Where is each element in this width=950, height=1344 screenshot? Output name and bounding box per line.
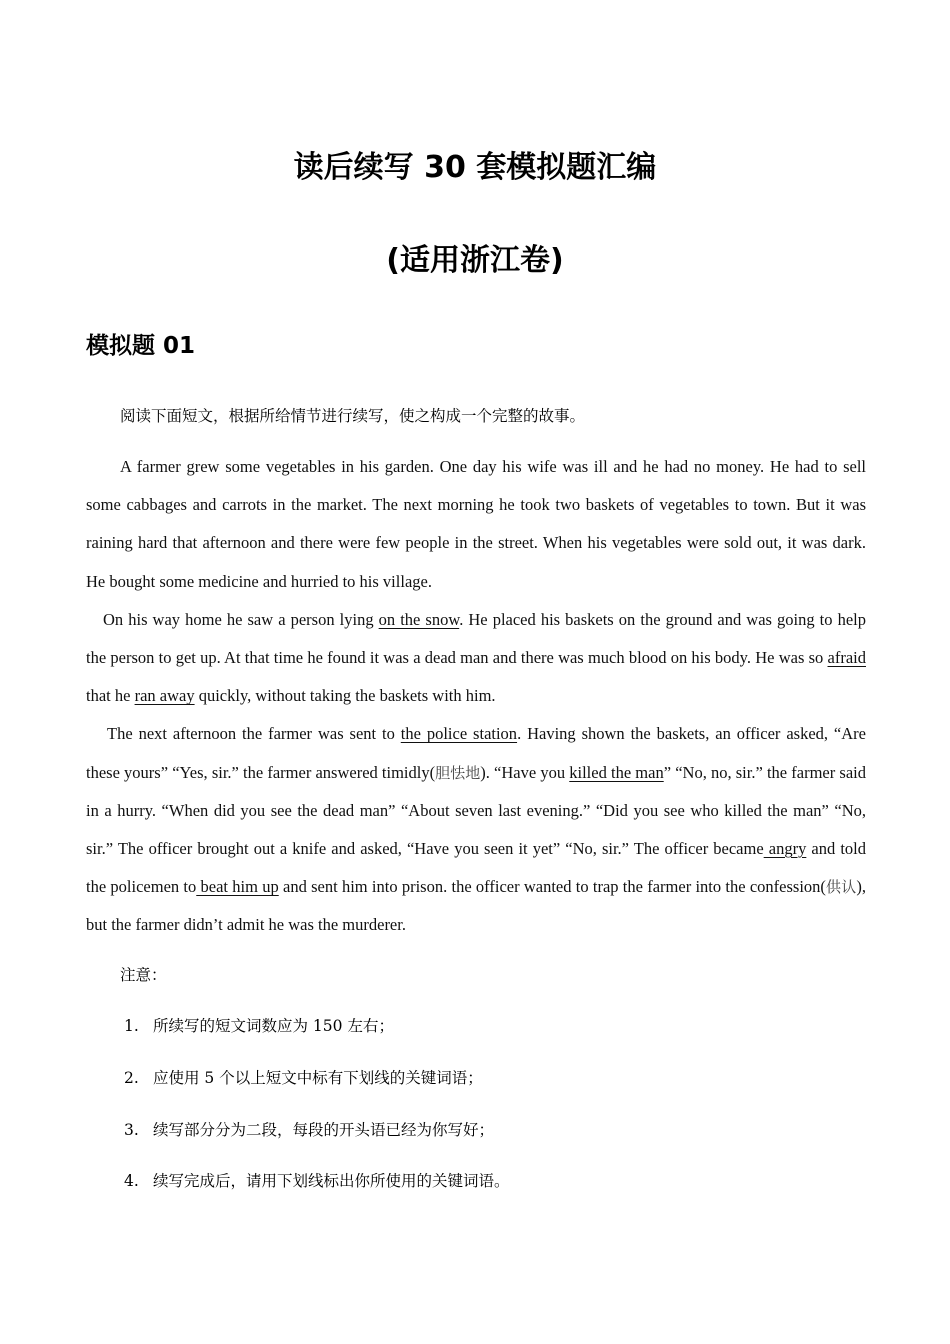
text-run: . He placed his baskets on the ground and was going to help the person to get up. At that time he found it was a dead man and there was much blood on his body. He was so: [86, 609, 866, 668]
key-phrase: killed the man: [569, 762, 664, 782]
key-phrase: on the snow: [378, 609, 460, 629]
note-number: 3.: [124, 1121, 139, 1139]
note-text: 续写部分分为二段，每段的开头语已经为你写好；: [153, 1121, 495, 1139]
story-paragraph-3: [86, 715, 866, 944]
text-run: ), but the farmer didn’t admit he was the murderer.: [86, 877, 866, 935]
text-run: that he: [86, 686, 135, 706]
text-run: The next afternoon the farmer was sent to: [107, 724, 401, 744]
chinese-gloss: 供认: [825, 878, 857, 897]
note-number: 1.: [124, 1017, 139, 1035]
text-run: . Having shown the baskets, an officer asked, “Are these yours” “Yes, sir.” the farmer answered timidly(: [86, 724, 866, 782]
note-text: 所续写的短文词数应为 150 左右；: [153, 1017, 394, 1035]
story-paragraph-2: [86, 601, 866, 716]
key-phrase: the police station: [400, 724, 518, 744]
text-run: and sent him into prison. the officer wanted to trap the farmer into the confession(: [278, 877, 826, 897]
text-run: and told the policemen to: [86, 839, 866, 897]
note-item: [124, 1118, 494, 1140]
text-run: ). “Have you: [480, 762, 570, 782]
note-number: 4.: [124, 1172, 139, 1190]
key-phrase: ran away: [134, 686, 195, 706]
chinese-gloss: 胆怯地: [435, 763, 481, 782]
key-phrase: afraid: [827, 648, 866, 668]
note-item: [124, 1169, 510, 1191]
note-item: [124, 1014, 394, 1036]
story-paragraph-1: A farmer grew some vegetables in his garden. One day his wife was ill and he had no money. He had to sell some cabbages and carrots in the market. The next morning he took two baskets of vegetables to town. But it was raining hard that afternoon and there were few people in the street. When his vegetables were sold out, it was dark. He bought some medicine and hurried to his village.: [86, 457, 866, 591]
key-phrase: angry: [763, 839, 807, 859]
note-text: 应使用 5 个以上短文中标有下划线的关键词语；: [153, 1069, 483, 1087]
note-item: [124, 1066, 483, 1088]
notes-heading: 注意：: [120, 966, 167, 984]
key-phrase: beat him up: [196, 877, 279, 897]
note-text: 续写完成后，请用下划线标出你所使用的关键词语。: [153, 1172, 510, 1190]
text-run: On his way home he saw a person lying: [103, 609, 379, 629]
text-run: quickly, without taking the baskets with him.: [194, 686, 496, 706]
section-heading: 模拟题 01: [86, 333, 196, 359]
document-subtitle: (适用浙江卷): [386, 243, 564, 278]
text-run: ” “No, no, sir.” the farmer said in a hurry. “When did you see the dead man” “About seven last evening.” “Did you see who killed the man” “No, sir.” The officer brought out a knife and asked, “Have you seen it yet” “No, sir.” The officer became: [86, 762, 866, 859]
story-passage: [86, 448, 866, 945]
note-number: 2.: [124, 1069, 139, 1087]
document-title: 读后续写 30 套模拟题汇编: [293, 150, 657, 185]
reading-instruction: 阅读下面短文，根据所给情节进行续写，使之构成一个完整的故事。: [120, 407, 586, 425]
